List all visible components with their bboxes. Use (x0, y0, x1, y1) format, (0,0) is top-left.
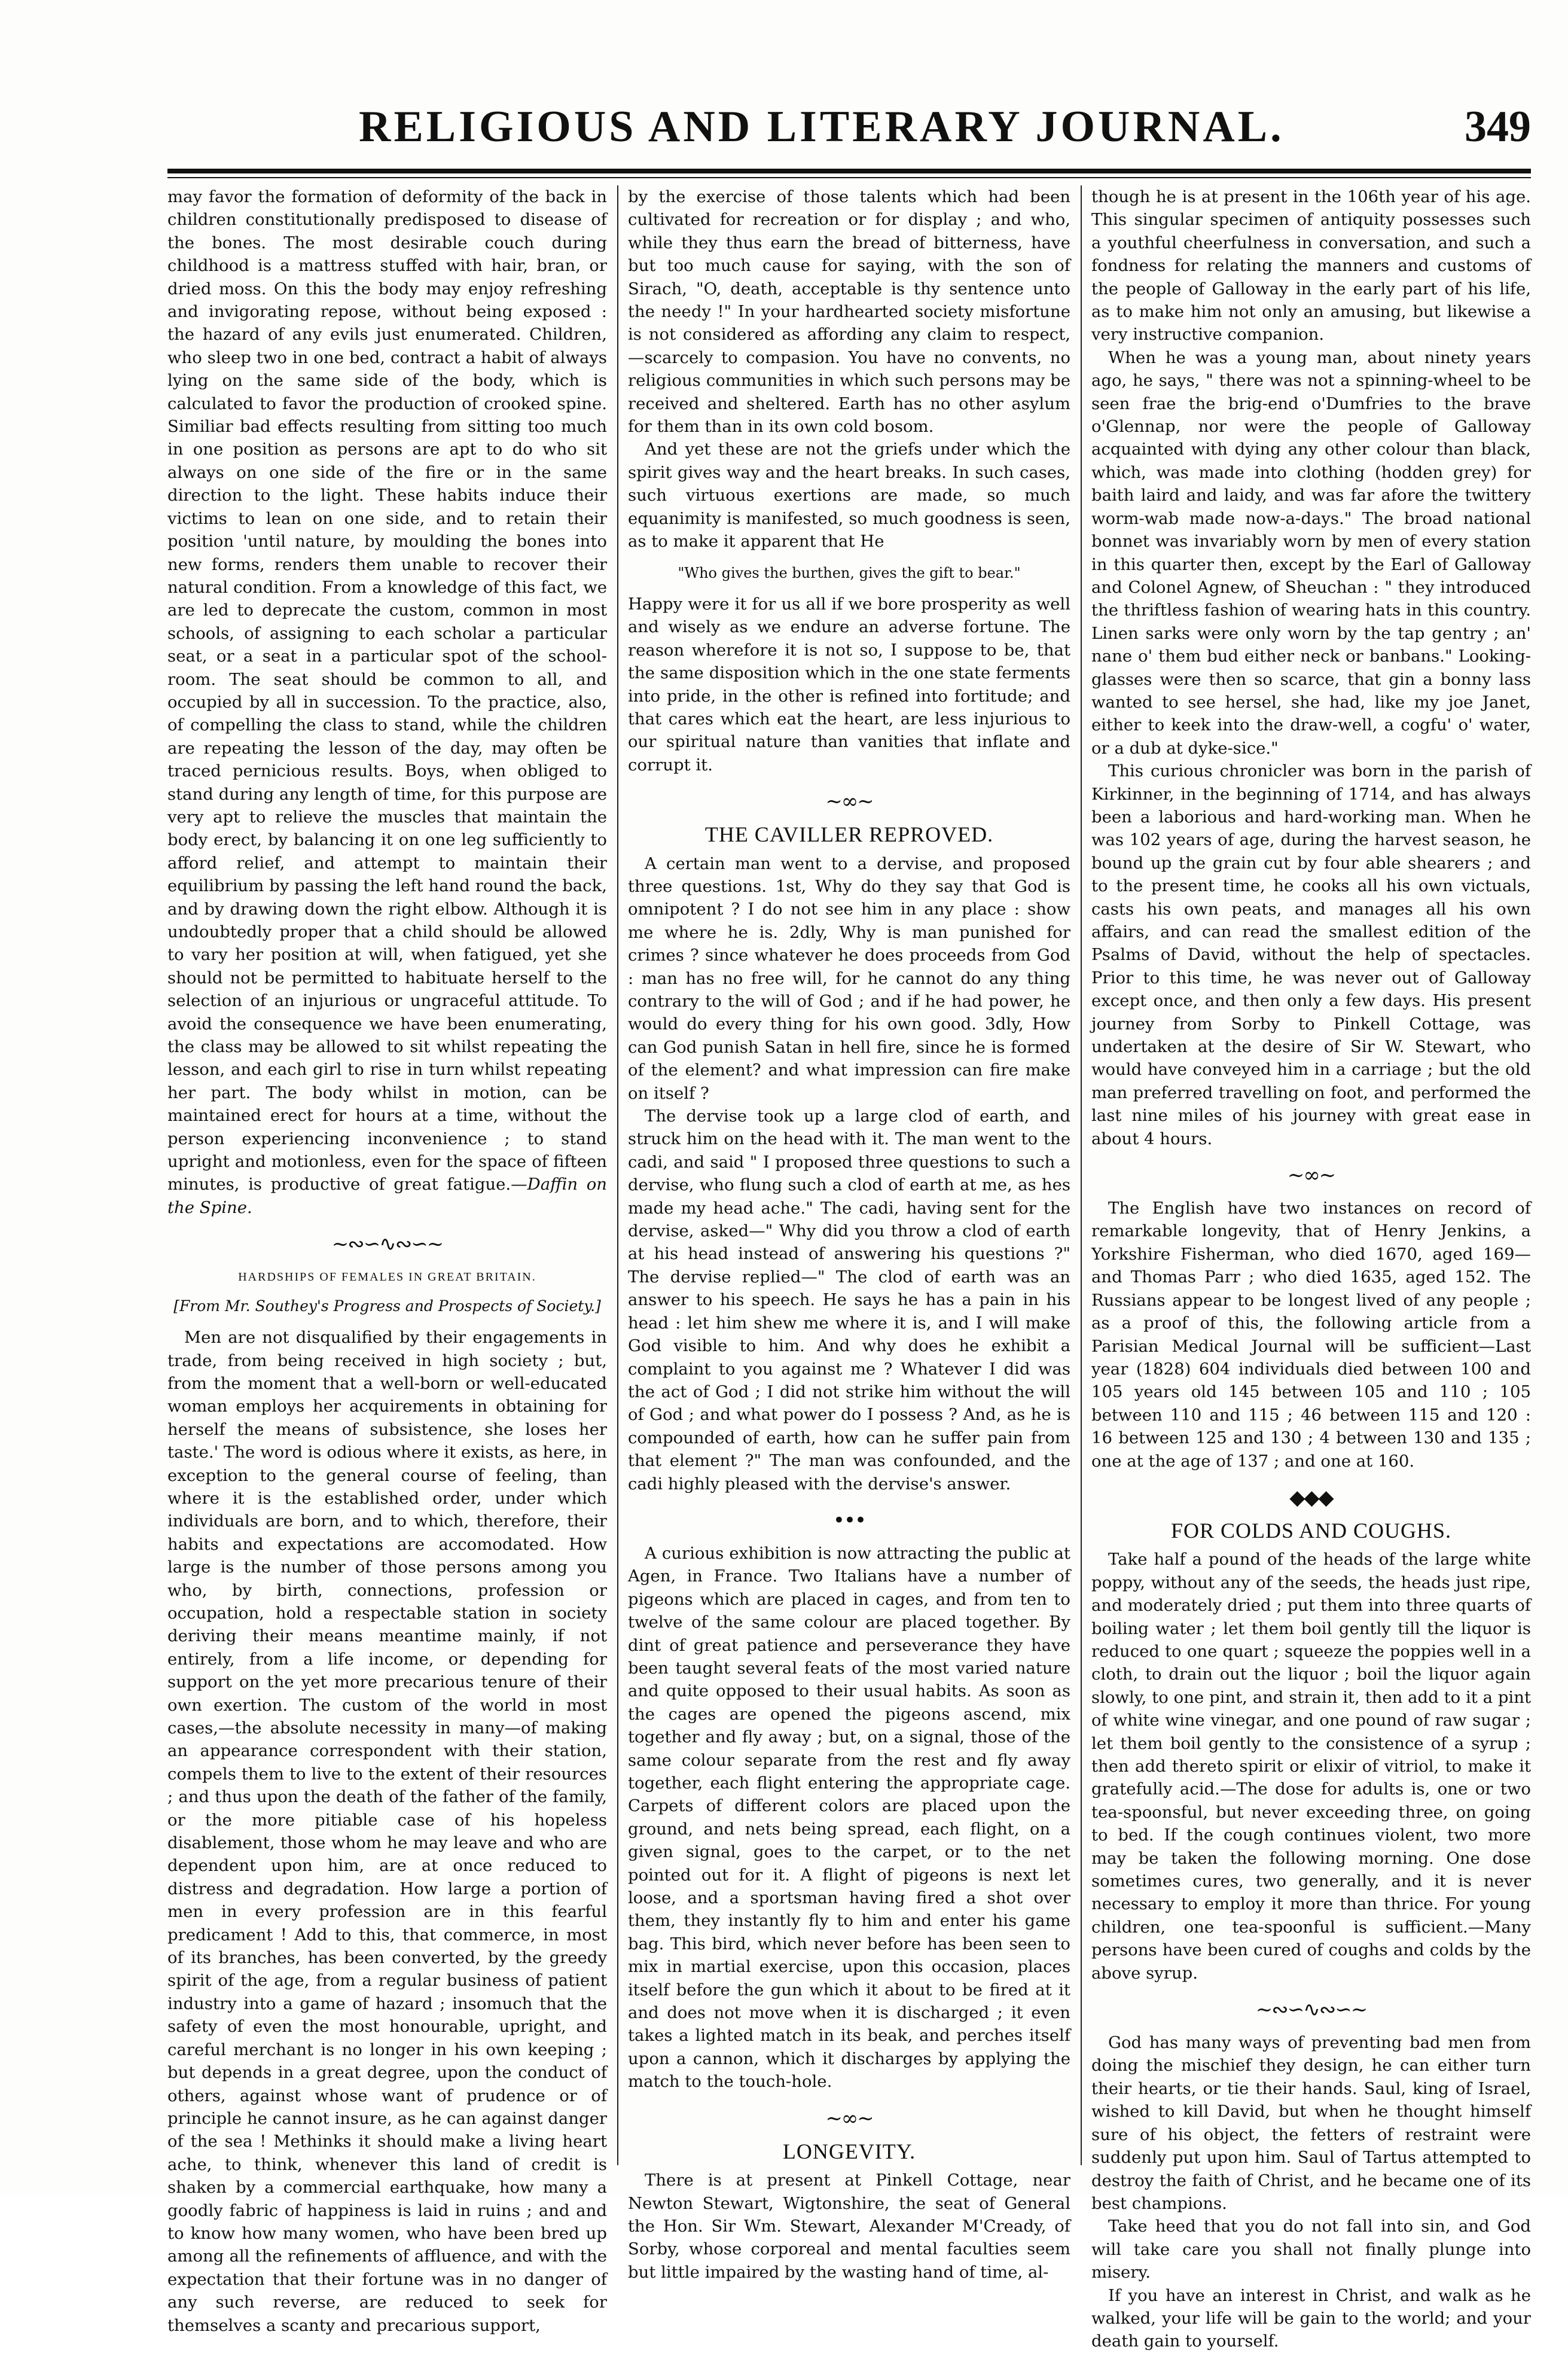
column-2 (628, 185, 1070, 2282)
diamond-ornament: ◆◆◆ (1289, 1485, 1333, 1510)
verse-quote: "Who gives the burthen, gives the gift to bear." (678, 564, 1021, 581)
spine-article-source: Daffin on the Spine. (167, 1175, 607, 1217)
colds-recipe-text: Take half a pound of the heads of the large white poppy, without any of the seeds, the heads just ripe, and moderately dried ; put them into three quarts of boiling water ; let them boil gently till the liquor is reduced to one quart ; squeeze the poppies well in a cloth, to drain out the liquor ; boil the liquor again slowly, to one pint, and strain it, then add to it a pint of white wine vinegar, and one pound of raw sugar ; let them boil gently to the consistence of a syrup ; then add thereto spirit or elixir of vitriol, to make it gratefully acid.—The dose for adults is, one or two tea-spoonsful, but never exceeding three, on going to bed. If the cough continues violent, two more may be taken the following morning. One dose sometimes cures, two generally, and it is never necessary to employ it more than thrice. For young children, one tea-spoonful is sufficient.—Many persons have been cured of coughs and colds by the above syrup. (1091, 1550, 1531, 1983)
longevity-intro-text: There is at present at Pinkell Cottage, near Newton Stewart, Wigtonshire, the seat of General the Hon. Sir Wm. Stewart, Alexander M'Cready, of Sorby, whose corporeal and mental faculties seem but little impaired by the wasting hand of time, al- (628, 2171, 1070, 2282)
hardships-text: Men are not disqualified by their engagements in trade, from being received in high society ; but, from the moment that a well-born or well-educated woman employs her acquirements in obtaining for herself the means of subsistence, she loses her taste.' The word is odious where it exists, as here, in exception to the general course of feeling, than where it is the established order, under which individuals are born, and to which, therefore, their habits and expectations are accomodated. How large is the number of those persons among you who, by birth, connections, profession or occupation, hold a respectable station in society deriving their means meantime mainly, if not entirely, from a life income, or depending for support on the yet more precarious tenure of their own exertion. The custom of the world in most cases,—the absolute necessity in many—of making an appearance correspondent with their station, compels them to live to the extent of their resources ; and thus upon the death of the father of the family, or the more pitiable case of his hopeless disablement, those whom he may leave and who are dependent upon him, are at once reduced to distress and degradation. How large a portion of men in every profession are in this fearful predicament ! Add to this, that commerce, in most of its branches, has been converted, by the greedy spirit of the age, from a regular business of patient industry into a game of hazard ; insomuch that the safety of even the most honourable, upright, and careful merchant is no longer in his own keeping ; but depends in a great degree, upon the conduct of others, against whose want of prudence or of principle he cannot insure, as he can against danger of the sea ! Methinks it should make a living heart ache, to think, whenever this land of credit is shaken by a commercial earthquake, how many a goodly fabric of happiness is laid in ruins ; and and to know how many women, who have been bred up among all the refinements of affluence, and with the expectation that their fortune was in no danger of any such reverse, are reduced to seek for themselves a scanty and precarious support, (167, 1328, 607, 2335)
hardships-griefs-text: And yet these are not the griefs under which the spirit gives way and the heart breaks. In such cases, such virtuous exertions are made, so much equanimity is manifested, so much goodness is seen, as to make it apparent that He (628, 440, 1070, 551)
column-1 (167, 185, 607, 2335)
tilde-ornament: ∼∞∼ (825, 2106, 873, 2130)
colds-heading: FOR COLDS AND COUGHS. (1170, 1518, 1452, 1543)
take-heed-text: Take heed that you do not fall into sin, and God will take care you shall not finally plunge into misery. (1091, 2217, 1531, 2282)
hardships-prosperity-text: Happy were it for us all if we bore prosperity as well and wisely as we endure an adverse fortune. The reason wherefore it is not so, I suppose to be, that the same disposition which in the one state ferments into pride, in the other is refined into fortitude; and that cares which eat the heart, are less injurious to our spiritual nature than vanities that inflate and corrupt it. (628, 594, 1070, 775)
longevity-heading: LONGEVITY. (782, 2139, 916, 2163)
scroll-ornament: ~∾∽∿∾∽~ (331, 1232, 443, 1257)
tilde-ornament: ∼∞∼ (825, 790, 873, 814)
longevity-continued-text: though he is at present in the 106th year of his age. This singular specimen of antiquity possesses such a youthful cheerfulness in conversation, and such a fondness for relating the manners and customs of the people of Galloway in the early part of his life, as to make him not only an amusing, but likewise a very instructive companion. (1091, 187, 1531, 345)
spine-article-body: may favor the formation of deformity of the back in children constitutionally predisposed to disease of the bones. The most desirable couch during childhood is a mattress stuffed with hair, bran, or dried moss. On this the body may enjoy refreshing and invigorating repose, without being exposed : the hazard of any evils just enumerated. Children, who sleep two in one bed, contract a habit of always lying on the same side of the body, which is calculated to favor the production of crooked spine. Similiar bad effects resulting from sitting too much in one position as persons are apt to do who sit always on one side of the fire or in the same direction to the light. These habits induce their victims to lean on one side, and to retain their position 'until nature, by moulding the bones into new forms, renders them unable to recover their natural condition. From a knowledge of this fact, we are led to deprecate the custom, common in most schools, of assigning to each scholar a particular seat, or a seat in a particular spot of the school-room. The seat should be common to all, and occupied by all in succession. To the practice, also, of compelling the class to stand, while the children are repeating the lesson of the day, may often be traced pernicious results. Boys, when obliged to stand during any length of time, for this purpose are very apt to relieve the muscles that maintain the body erect, by balancing it on one leg sufficiently to afford relief, and attempt to maintain their equilibrium by passing the left hand round the back, and by drawing down the right elbow. Although it is undoubtedly proper that a child should be allowed to vary her position at will, when fatigued, yet she should not be permitted to habituate herself to the selection of an injurious or ungraceful attitude. To avoid the consequence we have been enumerating, the class may be allowed to sit whilst repeating the lesson, and each girl to rise in turn whilst repeating her part. The body whilst in motion, can be maintained erect for hours at a time, without the person experiencing inconvenience ; to stand upright and motionless, even for the space of fifteen minutes, is productive of great fatigue.— (167, 187, 607, 1194)
caviller-heading: THE CAVILLER REPROVED. (704, 822, 994, 847)
tilde-ornament: ∼∞∼ (1287, 1163, 1335, 1188)
longevity-records-text: The English have two instances on record of remarkable longevity, that of Henry Jenkins, a Yorkshire Fisherman, who died 1670, aged 169—and Thomas Parr ; who died 1635, aged 152. The Russians appear to be longest lived of any people ; as a proof of this, the following article from a Parisian Medical Journal will be sufficient—Last year (1828) 604 individuals died between 100 and 105 years old 145 between 105 and 110 ; 105 between 110 and 115 ; 46 between 115 and 120 : 16 between 125 and 130 ; 4 between 130 and 135 ; one at the age of 137 ; and one at 160. (1091, 1199, 1531, 1471)
hardships-continued-text: by the exercise of those talents which had been cultivated for recreation or for display ; and who, while they thus earn the bread of bitterness, have but too much cause for saying, with the son of Sirach, "O, death, acceptable is thy sentence unto the needy !" In your hardhearted society misfortune is not considered as affording any claim to respect, —scarcely to compasion. You have no convents, no religious communities in which such persons may be received and sheltered. Earth has no other asylum for them than in its own cold bosom. (628, 187, 1070, 437)
column-divider (617, 185, 618, 2165)
caviller-questions-text: A certain man went to a dervise, and proposed three questions. 1st, Why do they say that God is omnipotent ? I do not see him in any place : show me where he is. 2dly, Why is man punished for crimes ? since whatever he does proceeds from God : man has no free will, for he cannot do any thing contrary to the will of God ; and if he had power, he would do every thing for his own good. 3dly, How can God punish Satan in hell fire, since he is formed of the element? and what impression can fire make on itself ? (628, 854, 1070, 1103)
dots-ornament: ••• (832, 1508, 866, 1532)
page-number: 349 (1465, 102, 1531, 151)
masthead (167, 102, 1531, 167)
header-rule-thin (167, 177, 1531, 178)
header-rule-thick (167, 169, 1531, 173)
providence-text: God has many ways of preventing bad men from doing the mischief they design, he can either turn their hearts, or tie their hands. Saul, king of Israel, wished to kill David, but when he thought himself sure of his object, the fetters of restraint were suddenly put upon him. Saul of Tartus attempted to destroy the faith of Christ, and he became one of its best champions. (1091, 2033, 1531, 2213)
running-title: RELIGIOUS AND LITERARY JOURNAL. (359, 102, 1285, 151)
pigeons-text: A curious exhibition is now attracting the public at Agen, in France. Two Italians have a number of pigeons which are placed in cages, and from ten to twelve of the same colour are placed together. By dint of great patience and perseverance they have been taught several feats of the most varied nature and quite opposed to their usual habits. As soon as the cages are opened the pigeons ascend, mix together and fly away ; but, on a signal, those of the same colour separate from the rest and fly away together, each flight entering the appropriate cage. Carpets of different colors are placed upon the ground, and nets being spread, each flight, on a given signal, goes to the carpet, or to the net pointed out for it. A flight of pigeons is next let loose, and a sportsman having fired a shot over them, they instantly fly to him and enter his game bag. This bird, which never before has been seen to mix in martial exercise, upon this occasion, places itself before the gun which it about to be fired at it and does not move when it is discharged ; it even takes a lighted match in its beak, and perches itself upon a cannon, which it discharges by applying the match to the touch-hole. (628, 1543, 1070, 2092)
caviller-answer-text: The dervise took up a large clod of earth, and struck him on the head with it. The man went to the cadi, and said " I proposed three questions to such a dervise, who flung such a clod of earth at me, as hes made my head ache." The cadi, having sent for the dervise, asked—" Why did you throw a clod of earth at his head instead of answering his questions ?" The dervise replied—" The clod of earth was an answer to his speech. He says he has a pain in his head : let him shew me where it is, and I will make God visible to him. And why does he exhibit a complaint to you against me ? Whatever I did was the act of God ; I did not strike him without the will of God ; and what power do I possess ? And, as he is compounded of earth, how can he suffer pain from that element ?" The man was confounded, and the cadi highly pleased with the dervise's answer. (628, 1107, 1070, 1494)
hardships-byline: [From Mr. Southey's Progress and Prospects of Society.] (173, 1297, 601, 1315)
scroll-ornament: ~∾∽∿∾∽~ (1255, 1998, 1367, 2022)
longevity-chronicler-text: This curious chronicler was born in the parish of Kirkinner, in the beginning of 1714, and has always been a laborious and hard-working man. When he was 102 years of age, during the harvest season, he bound up the grain cut by four able shearers ; and to the present time, he cooks all his own victuals, casts his own peats, and manages all his own affairs, and can read the smallest edition of the Psalms of David, without the help of spectacles. Prior to this time, he was never out of Galloway except once, and then only a few days. His present journey from Sorby to Pinkell Cottage, was undertaken at the desire of Sir W. Stewart, who would have conveyed him in a carriage ; but the old man preferred travelling on foot, and performed the last nine miles of his journey with great ease in about 4 hours. (1091, 761, 1531, 1148)
column-layout (167, 185, 1531, 2351)
hardships-heading: HARDSHIPS OF FEMALES IN GREAT BRITAIN. (238, 1270, 536, 1284)
interest-in-christ-text: If you have an interest in Christ, and walk as he walked, your life will be gain to the world; and your death gain to yourself. (1091, 2285, 1531, 2351)
column-3 (1091, 185, 1531, 2351)
column-divider (1081, 185, 1082, 2165)
spine-article-text (167, 185, 607, 1219)
longevity-galloway-text: When he was a young man, about ninety years ago, he says, " there was not a spinning-wheel to be seen frae the brig-end o'Dumfries to the brave o'Glennap, nor were the people of Galloway acquainted with dying any other colour than black, which, was made into clothing (hodden grey) for baith laird and laidy, and was far afore the twittery worm-wab made now-a-days." The broad national bonnet was invariably worn by men of every station in this quarter then, except by the Earl of Galloway and Colonel Agnew, of Sheuchan : " they introduced the thriftless fashion of wearing hats in this country. Linen sarks were only worn by the tap gentry ; an' nane o' them bud either neck or banbans." Looking-glasses were then so scarce, that gin a bonny lass wanted to see hersel, she had, like my joe Janet, either to keek into the draw-well, a cogfu' o' water, or a dub at dyke-sice." (1091, 348, 1531, 758)
